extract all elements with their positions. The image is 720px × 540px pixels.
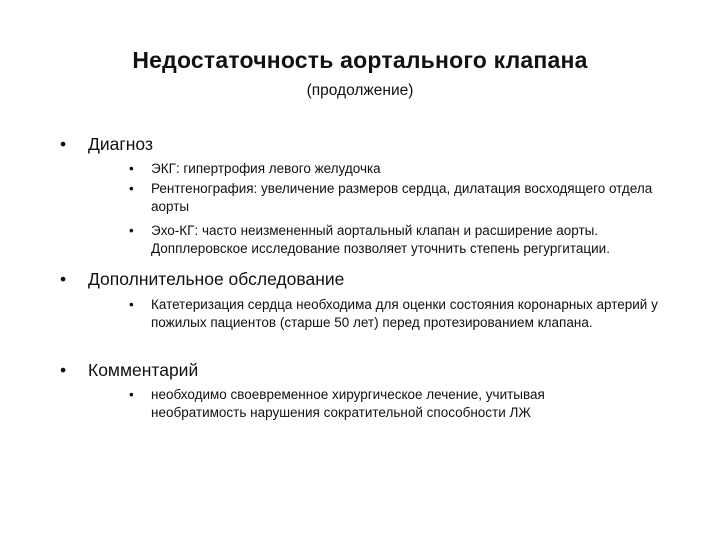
slide-subtitle: (продолжение) [306,82,414,99]
bullet-icon: • [60,134,67,154]
section-heading-label: Комментарий [88,360,199,380]
bullet-icon: • [60,269,67,289]
list-item-text: Рентгенография: увеличение размеров сердца, дилатация восходящего отдела аорты [151,181,653,214]
list-item [129,386,609,422]
section-heading-label: Диагноз [88,134,153,154]
section-heading-additional-examination [60,268,344,290]
section-heading-label: Дополнительное обследование [88,269,345,289]
section-heading-diagnosis [60,133,153,155]
bullet-icon: • [129,161,134,176]
list-item-text: необходимо своевременное хирургическое лечение, учитывая необратимость нарушения сократительной способности ЛЖ [151,387,545,420]
bullet-icon: • [129,387,134,402]
list-item [129,160,609,178]
list-item-text: Эхо-КГ: часто неизмененный аортальный клапан и расширение аорты. Допплеровское исследование позволяет уточнить степень регургитации. [151,223,610,256]
list-item [129,296,664,332]
bullet-icon: • [60,360,67,380]
list-item-text: ЭКГ: гипертрофия левого желудочка [151,161,381,176]
slide-title: Недостаточность аортального клапана [132,47,588,73]
bullet-icon: • [129,181,134,196]
section-heading-comment [60,359,198,381]
list-item [129,222,674,258]
bullet-icon: • [129,297,134,312]
bullet-icon: • [129,223,134,238]
list-item-text: Катетеризация сердца необходима для оценки состояния коронарных артерий у пожилых пациентов (старше 50 лет) перед протезированием клапана. [151,297,658,330]
list-item [129,180,674,216]
